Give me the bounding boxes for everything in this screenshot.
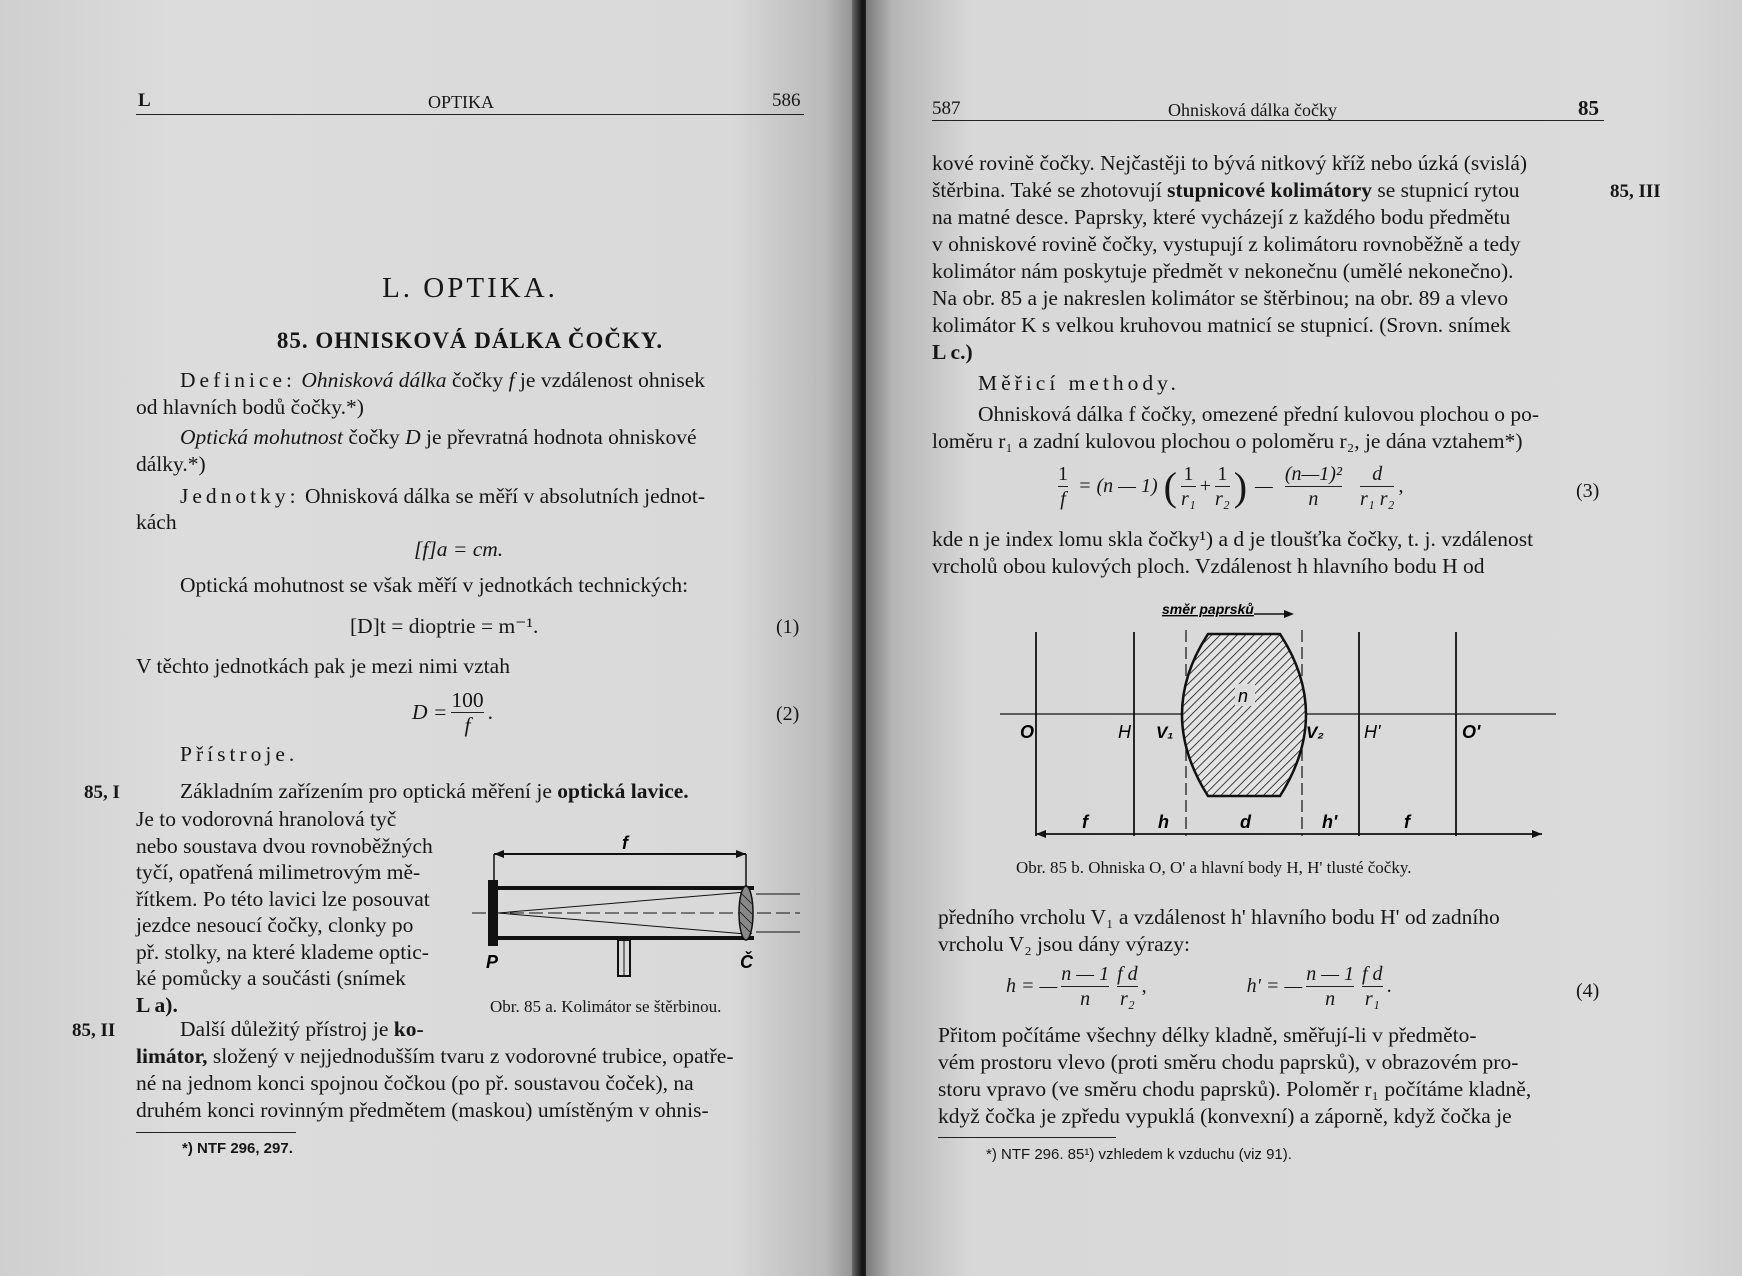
footnote-rule xyxy=(938,1137,1116,1138)
units-line-2: kách xyxy=(136,510,177,534)
right-page xyxy=(866,0,1742,1276)
fig-b-dim-f-prime: f xyxy=(1404,812,1410,832)
footnote: *) NTF 296. 85¹) vzhledem k vzduchu (viz 91). xyxy=(986,1146,1292,1163)
left-page xyxy=(0,0,860,1276)
instruments-heading: Přístroje. xyxy=(180,742,299,766)
fig-a-label-C: Č xyxy=(740,952,753,972)
equation-2-number: (2) xyxy=(776,703,800,725)
figure-85a-caption: Obr. 85 a. Kolimátor se štěrbinou. xyxy=(490,997,722,1016)
paragraph-collimator: Další důležitý přístroj je ko- xyxy=(180,1017,424,1041)
figure-85a-collimator xyxy=(466,832,806,992)
paragraph-collimator-line-2: limátor, složený v nejjednodušším tvaru z vodorovné trubice, opatře- xyxy=(136,1044,734,1068)
header-rule xyxy=(932,120,1604,121)
equation-fa: [f]a = cm. xyxy=(414,537,504,561)
text-line: loměru r₁ a zadní kulovou plochou o poloměru r₂, je dána vztahem*) xyxy=(932,429,1523,453)
fig-b-dim-h: h xyxy=(1158,812,1169,832)
fig-b-label-H-prime: H' xyxy=(1364,722,1381,742)
text-line: štěrbina. Také se zhotovují stupnicové kolimátory se stupnicí rytou xyxy=(932,178,1520,202)
text-line: kolimátor nám poskytuje předmět v nekonečnu (umělé nekonečno). xyxy=(932,259,1514,283)
paragraph-collimator-line-4: druhém konci rovinným předmětem (maskou) umístěným v ohnis- xyxy=(136,1098,709,1122)
text-line: Na obr. 85 a je nakreslen kolimátor se štěrbinou; na obr. 89 a vlevo xyxy=(932,286,1509,310)
text-line: kové rovině čočky. Nejčastěji to bývá nitkový kříž nebo úzká (svislá) xyxy=(932,151,1528,175)
text-line: na matné desce. Paprsky, které vycházejí z každého bodu předmětu xyxy=(932,205,1511,229)
figure-85b-thick-lens xyxy=(1000,600,1560,850)
footnote: *) NTF 296, 297. xyxy=(182,1140,293,1157)
relation-line: V těchto jednotkách pak je mezi nimi vztah xyxy=(136,654,510,678)
text-line: když čočka je zpředu vypuklá (konvexní) a záporně, když čočka je xyxy=(938,1104,1512,1128)
definition-line-2: od hlavních bodů čočky.*) xyxy=(136,395,364,419)
text-line: v ohniskové rovině čočky, vystupují z kolimátoru rovnoběžně a tedy xyxy=(932,232,1521,256)
header-letter: L xyxy=(138,90,151,111)
text-line: kolimátor K s velkou kruhovou matnicí se stupnicí. (Srovn. snímek xyxy=(932,313,1511,337)
equation-3-number: (3) xyxy=(1576,480,1600,502)
fig-b-lens xyxy=(1182,634,1306,796)
text-line: L c.) xyxy=(932,340,973,364)
text-line: vrcholů obou kulových ploch. Vzdálenost h hlavního bodu H od xyxy=(932,554,1485,578)
fig-b-direction-label: směr paprsků xyxy=(1162,601,1254,617)
footnote-rule xyxy=(136,1132,296,1133)
equation-1: [D]t = dioptrie = m⁻¹. xyxy=(350,614,539,638)
fig-b-dim-d: d xyxy=(1240,812,1251,832)
text-line: kde n je index lomu skla čočky¹) a d je tloušťka čočky, t. j. vzdálenost xyxy=(932,527,1534,551)
equation-3: $\frac{1}{f}$ = (n — 1) ( $\frac{1}{\text{r₁}}$ + $\frac{1}{\text{r₂}}$ ) — $\frac{\text{(n—1)²}}{n}$ $\frac{d}{\text{r₁ r₂}}$ , xyxy=(1058,463,1404,510)
fig-b-label-V2: V₂ xyxy=(1306,723,1324,742)
header-rule xyxy=(136,114,804,115)
equation-4-number: (4) xyxy=(1576,980,1600,1002)
margin-note-85-III: 85, III xyxy=(1610,181,1661,202)
figure-85b-caption: Obr. 85 b. Ohniska O, O' a hlavní body H, H' tlusté čočky. xyxy=(1016,858,1412,877)
header-page-number: 586 xyxy=(772,90,801,111)
chapter-title: L. OPTIKA. xyxy=(382,272,558,304)
fig-a-label-P: P xyxy=(486,952,499,972)
fig-b-label-O: O xyxy=(1020,722,1035,742)
fig-b-dim-f: f xyxy=(1082,812,1088,832)
paragraph-collimator-line-3: né na jednom konci spojnou čočkou (po př. soustavou čoček), na xyxy=(136,1071,694,1095)
header-title: Ohnisková dálka čočky xyxy=(1168,100,1337,120)
fig-b-label-V1: V₁ xyxy=(1156,723,1174,742)
margin-note-85-II: 85, II xyxy=(72,1020,116,1041)
equation-4: h = — $\frac{n — 1}{n}$ $\frac{\text{f d}}{\text{r₂}}$ , h' = — $\frac{n — 1}{n}$ $\frac{\text{f d}}{\text{r₁}}$ . xyxy=(1006,963,1392,1010)
fig-b-dim-h-prime: h' xyxy=(1322,812,1338,832)
text-line: vrcholu V₂ jsou dány výrazy: xyxy=(938,932,1190,956)
text-line: Ohnisková dálka f čočky, omezené přední kulovou plochou o po- xyxy=(978,402,1540,426)
optical-power-line-2: dálky.*) xyxy=(136,452,206,476)
fig-b-label-n: n xyxy=(1238,686,1249,706)
optical-power-line: Optická mohutnost čočky D je převratná hodnota ohniskové xyxy=(180,425,697,449)
text-line: Přitom počítáme všechny délky kladně, směřují-li v předměto- xyxy=(938,1023,1477,1047)
header-page-left: 587 xyxy=(932,98,961,119)
paragraph-optical-bench: Základním zařízením pro optická měření je optická lavice. xyxy=(180,779,689,803)
definition-label: Definice: xyxy=(180,368,296,392)
section-title: 85. OHNISKOVÁ DÁLKA ČOČKY. xyxy=(276,328,664,353)
text-line: vém prostoru vlevo (proti směru chodu paprsků), v obrazovém pro- xyxy=(938,1050,1519,1074)
margin-note-85-I: 85, I xyxy=(84,782,120,803)
text-line: storu vpravo (ve směru chodu paprsků). Poloměr r₁ počítáme kladně, xyxy=(938,1077,1532,1101)
equation-1-number: (1) xyxy=(776,616,800,638)
fig-b-label-H: H xyxy=(1118,722,1131,742)
header-page-right: 85 xyxy=(1578,96,1599,120)
fig-b-label-O-prime: O' xyxy=(1462,722,1481,742)
text-line: předního vrcholu V₁ a vzdálenost h' hlavního bodu H' od zadního xyxy=(938,905,1500,929)
units-line: Jednotky: Ohnisková dálka se měří v absolutních jednot- xyxy=(180,484,706,508)
header-title: OPTIKA xyxy=(428,92,494,112)
methods-heading: Měřicí methody. xyxy=(978,371,1180,395)
fig-a-label-f: f xyxy=(622,833,628,853)
paragraph-optical-bench-cont: Je to vodorovná hranolová tyč nebo soustava dvou rovnoběžných tyčí, opatřená milimetrovým mě- řítkem. Po této lavici lze posouvat jezdce nesoucí čočky, clonky po př. stolky, na které klademe optic- ké pomůcky a součásti (snímek L a). xyxy=(136,807,433,1017)
technical-units-line: Optická mohutnost se však měří v jednotkách technických: xyxy=(180,573,689,597)
definition-line: Definice: Ohnisková dálka čočky f je vzdálenost ohnisek xyxy=(180,368,706,392)
equation-2: D = $\frac{100}{f}$ . xyxy=(412,688,494,737)
